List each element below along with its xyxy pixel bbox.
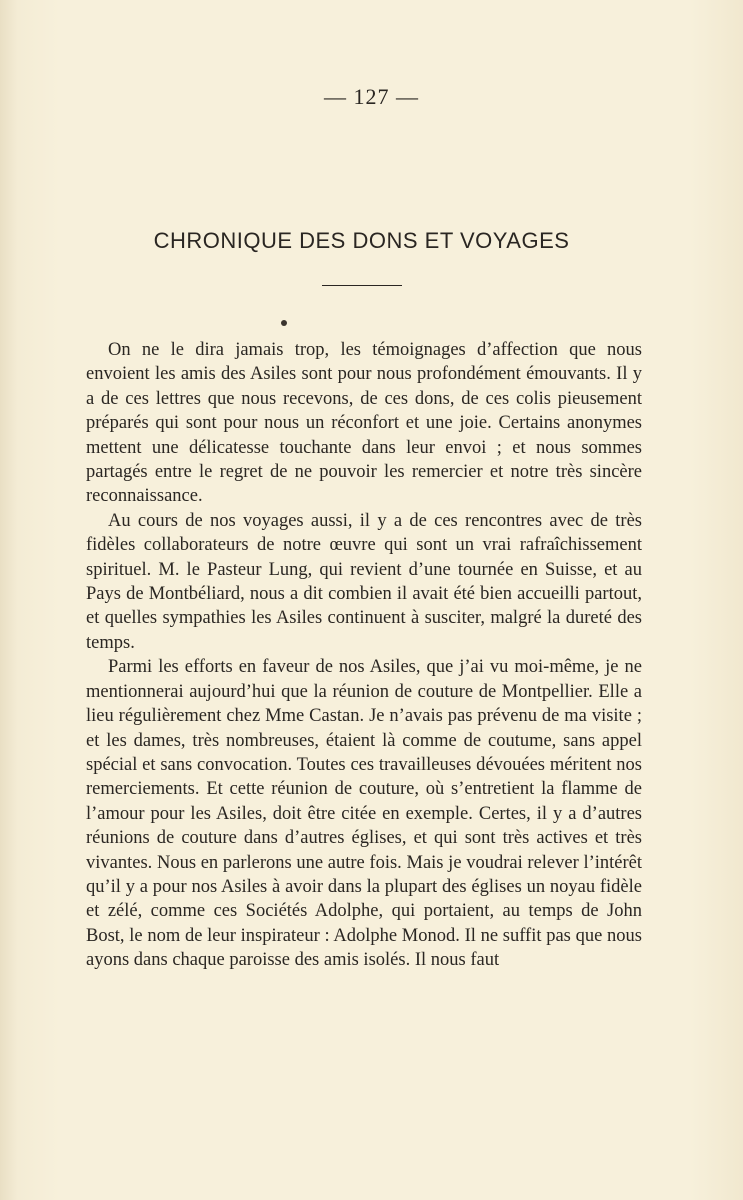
paragraph-3: Parmi les efforts en faveur de nos Asiles, que j’ai vu moi-même, je ne mentionnerai aujourd’hui que la réunion de couture de Montpellier. Elle a lieu régulièrement chez Mme Castan. Je n’avais pas prévenu de ma visite ; et les dames, très nombreuses, étaient là comme de coutume, sans appel spécial et sans convocation. Toutes ces travailleuses dévouées méritent nos remerciements. Et cette réunion de couture, où s’entretient la flamme de l’amour pour les Asiles, doit être citée en exemple. Certes, il y a d’autres réunions de couture dans d’autres églises, et qui sont très actives et très vivantes. Nous en parlerons une autre fois. Mais je voudrai relever l’intérêt qu’il y a pour nos Asiles à avoir dans la plupart des églises un noyau fidèle et zélé, comme ces Sociétés Adolphe, qui portaient, au temps de John Bost, le nom de leur inspirateur : Adolphe Monod. Il ne suffit pas que nous ayons dans chaque paroisse des amis isolés. Il nous faut: [86, 657, 642, 971]
article-body: [86, 338, 642, 973]
title-divider: [322, 285, 402, 286]
paragraph-2: Au cours de nos voyages aussi, il y a de ces rencontres avec de très fidèles collaborateurs de notre œuvre qui sont un vrai rafraîchissement spirituel. M. le Pasteur Lung, qui revient d’une tournée en Suisse, et au Pays de Montbéliard, nous a dit combien il avait été bien accueilli partout, et quelles sympathies les Asiles continuent à susciter, malgré la dureté des temps.: [86, 510, 642, 653]
paragraph-1: On ne le dira jamais trop, les témoignages d’affection que nous envoient les amis des Asiles sont pour nous profondément émouvants. Il y a de ces lettres que nous recevons, de ces dons, de ces colis pieusement préparés qui sont pour nous un réconfort et une joie. Certains anonymes mettent une délicatesse touchante dans leur envoi ; et nous sommes partagés entre le regret de ne pouvoir les remercier et notre très sincère reconnaissance.: [86, 340, 642, 507]
page-number: — 127 —: [324, 84, 419, 109]
page-title: CHRONIQUE DES DONS ET VOYAGES: [153, 228, 570, 253]
ornament-dot: [281, 320, 287, 326]
